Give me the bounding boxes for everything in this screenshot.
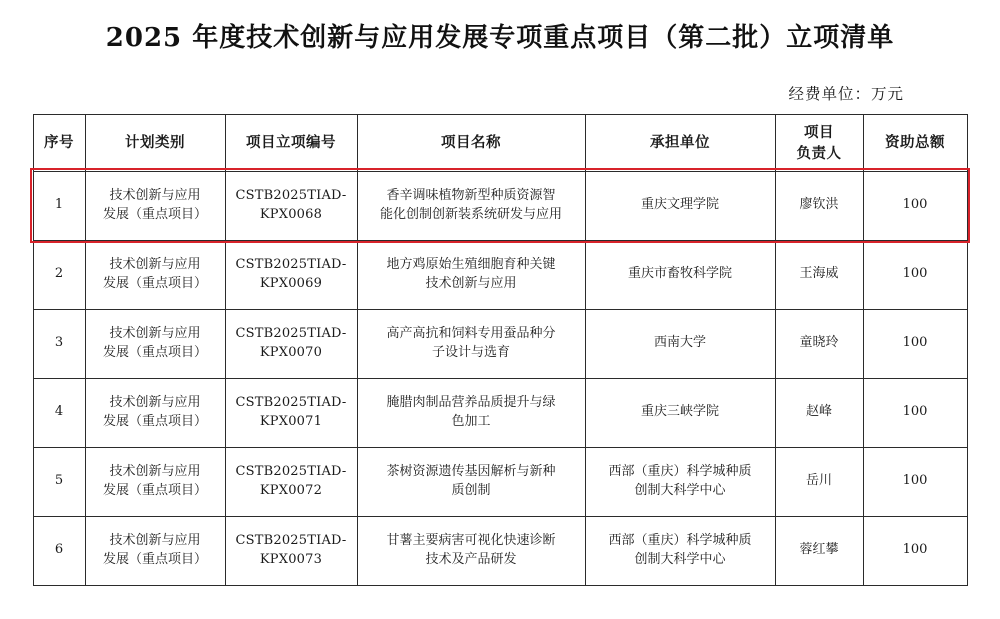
cell-project-name-line2: 子设计与选育 bbox=[431, 344, 510, 360]
cell-code-line2: KPX0070 bbox=[259, 344, 323, 360]
column-header-unit: 承担单位 bbox=[585, 114, 775, 171]
cell-no: 4 bbox=[33, 378, 85, 447]
cell-category-line2: 发展（重点项目） bbox=[102, 344, 207, 360]
cell-code-line2: KPX0072 bbox=[259, 482, 323, 498]
cell-category-line2: 发展（重点项目） bbox=[102, 206, 207, 222]
cell-code bbox=[225, 447, 357, 516]
column-header-person bbox=[775, 114, 863, 171]
table-row bbox=[33, 240, 967, 309]
table-row bbox=[33, 447, 967, 516]
document-page bbox=[0, 22, 1000, 619]
cell-unit-line1: 重庆三峡学院 bbox=[640, 404, 719, 420]
cell-unit-line1: 西部（重庆）科学城种质 bbox=[608, 463, 752, 479]
column-header-no: 序号 bbox=[33, 114, 85, 171]
cell-code-line1: CSTB2025TIAD- bbox=[235, 325, 347, 341]
column-header-amount: 资助总额 bbox=[863, 114, 967, 171]
cell-project-name-line2: 能化创制创新装系统研发与应用 bbox=[379, 206, 562, 222]
cell-code-line1: CSTB2025TIAD- bbox=[235, 394, 347, 410]
cell-amount: 100 bbox=[863, 240, 967, 309]
cell-person: 蓉红攀 bbox=[775, 516, 863, 585]
project-list-table bbox=[33, 114, 968, 586]
cell-category-line1: 技术创新与应用 bbox=[109, 256, 201, 272]
cell-unit-line1: 重庆文理学院 bbox=[640, 197, 719, 213]
cell-unit-line1: 重庆市畜牧科学院 bbox=[627, 266, 732, 282]
cell-unit bbox=[585, 309, 775, 378]
cell-project-name bbox=[357, 516, 585, 585]
cell-project-name bbox=[357, 240, 585, 309]
cell-project-name-line2: 色加工 bbox=[451, 413, 491, 429]
cell-code-line1: CSTB2025TIAD- bbox=[235, 256, 347, 272]
cell-project-name-line1: 香辛调味植物新型种质资源智 bbox=[386, 187, 556, 203]
unit-note: 经费单位：万元 bbox=[788, 84, 904, 103]
cell-category bbox=[85, 171, 225, 240]
cell-project-name-line1: 地方鸡原始生殖细胞育种关键 bbox=[386, 256, 556, 272]
cell-person: 王海威 bbox=[775, 240, 863, 309]
page-title: 2025 年度技术创新与应用发展专项重点项目（第二批）立项清单 bbox=[105, 23, 895, 53]
cell-category-line1: 技术创新与应用 bbox=[109, 394, 201, 410]
cell-project-name bbox=[357, 171, 585, 240]
cell-code bbox=[225, 171, 357, 240]
cell-category-line1: 技术创新与应用 bbox=[109, 463, 201, 479]
cell-code bbox=[225, 240, 357, 309]
cell-project-name-line1: 甘薯主要病害可视化快速诊断 bbox=[386, 532, 556, 548]
table-row bbox=[33, 378, 967, 447]
cell-code-line2: KPX0073 bbox=[259, 551, 323, 567]
cell-amount: 100 bbox=[863, 447, 967, 516]
cell-no: 5 bbox=[33, 447, 85, 516]
cell-project-name-line2: 技术创新与应用 bbox=[425, 275, 517, 291]
column-header-person-line1: 项目 bbox=[804, 123, 834, 141]
cell-code-line2: KPX0068 bbox=[259, 206, 323, 222]
cell-person: 赵峰 bbox=[775, 378, 863, 447]
table-body bbox=[33, 171, 967, 585]
column-header-name: 项目名称 bbox=[357, 114, 585, 171]
cell-category-line1: 技术创新与应用 bbox=[109, 325, 201, 341]
table-row bbox=[33, 171, 967, 240]
cell-amount: 100 bbox=[863, 378, 967, 447]
cell-no: 3 bbox=[33, 309, 85, 378]
cell-code-line2: KPX0071 bbox=[259, 413, 323, 429]
cell-category-line2: 发展（重点项目） bbox=[102, 482, 207, 498]
cell-unit bbox=[585, 516, 775, 585]
cell-unit-line1: 西部（重庆）科学城种质 bbox=[608, 532, 752, 548]
cell-code-line2: KPX0069 bbox=[259, 275, 323, 291]
column-header-code: 项目立项编号 bbox=[225, 114, 357, 171]
cell-category-line2: 发展（重点项目） bbox=[102, 275, 207, 291]
cell-code-line1: CSTB2025TIAD- bbox=[235, 463, 347, 479]
cell-category-line1: 技术创新与应用 bbox=[109, 187, 201, 203]
column-header-category: 计划类别 bbox=[85, 114, 225, 171]
table-header-row bbox=[33, 114, 967, 171]
cell-unit-line2: 创制大科学中心 bbox=[634, 551, 726, 567]
cell-unit-line1: 西南大学 bbox=[653, 335, 706, 351]
cell-unit bbox=[585, 171, 775, 240]
cell-category bbox=[85, 447, 225, 516]
cell-person: 廖钦洪 bbox=[775, 171, 863, 240]
cell-amount: 100 bbox=[863, 516, 967, 585]
cell-no: 1 bbox=[33, 171, 85, 240]
cell-no: 2 bbox=[33, 240, 85, 309]
cell-amount: 100 bbox=[863, 309, 967, 378]
cell-person: 岳川 bbox=[775, 447, 863, 516]
cell-project-name-line2: 技术及产品研发 bbox=[425, 551, 517, 567]
table-row bbox=[33, 309, 967, 378]
cell-person: 童晓玲 bbox=[775, 309, 863, 378]
table-row bbox=[33, 516, 967, 585]
cell-category-line1: 技术创新与应用 bbox=[109, 532, 201, 548]
cell-project-name bbox=[357, 447, 585, 516]
cell-project-name-line1: 腌腊肉制品营养品质提升与绿 bbox=[386, 394, 556, 410]
cell-amount: 100 bbox=[863, 171, 967, 240]
cell-code bbox=[225, 309, 357, 378]
cell-project-name bbox=[357, 309, 585, 378]
cell-unit bbox=[585, 378, 775, 447]
cell-category bbox=[85, 240, 225, 309]
column-header-person-line2: 负责人 bbox=[796, 144, 842, 162]
cell-category bbox=[85, 378, 225, 447]
cell-category bbox=[85, 516, 225, 585]
cell-project-name bbox=[357, 378, 585, 447]
cell-code bbox=[225, 378, 357, 447]
cell-no: 6 bbox=[33, 516, 85, 585]
cell-unit bbox=[585, 240, 775, 309]
cell-project-name-line1: 茶树资源遗传基因解析与新种 bbox=[386, 463, 556, 479]
cell-unit bbox=[585, 447, 775, 516]
cell-category-line2: 发展（重点项目） bbox=[102, 551, 207, 567]
cell-unit-line2: 创制大科学中心 bbox=[634, 482, 726, 498]
cell-code-line1: CSTB2025TIAD- bbox=[235, 532, 347, 548]
cell-project-name-line2: 质创制 bbox=[451, 482, 491, 498]
cell-category bbox=[85, 309, 225, 378]
cell-category-line2: 发展（重点项目） bbox=[102, 413, 207, 429]
cell-code bbox=[225, 516, 357, 585]
cell-code-line1: CSTB2025TIAD- bbox=[235, 187, 347, 203]
cell-project-name-line1: 高产高抗和饲料专用蚕品种分 bbox=[386, 325, 556, 341]
